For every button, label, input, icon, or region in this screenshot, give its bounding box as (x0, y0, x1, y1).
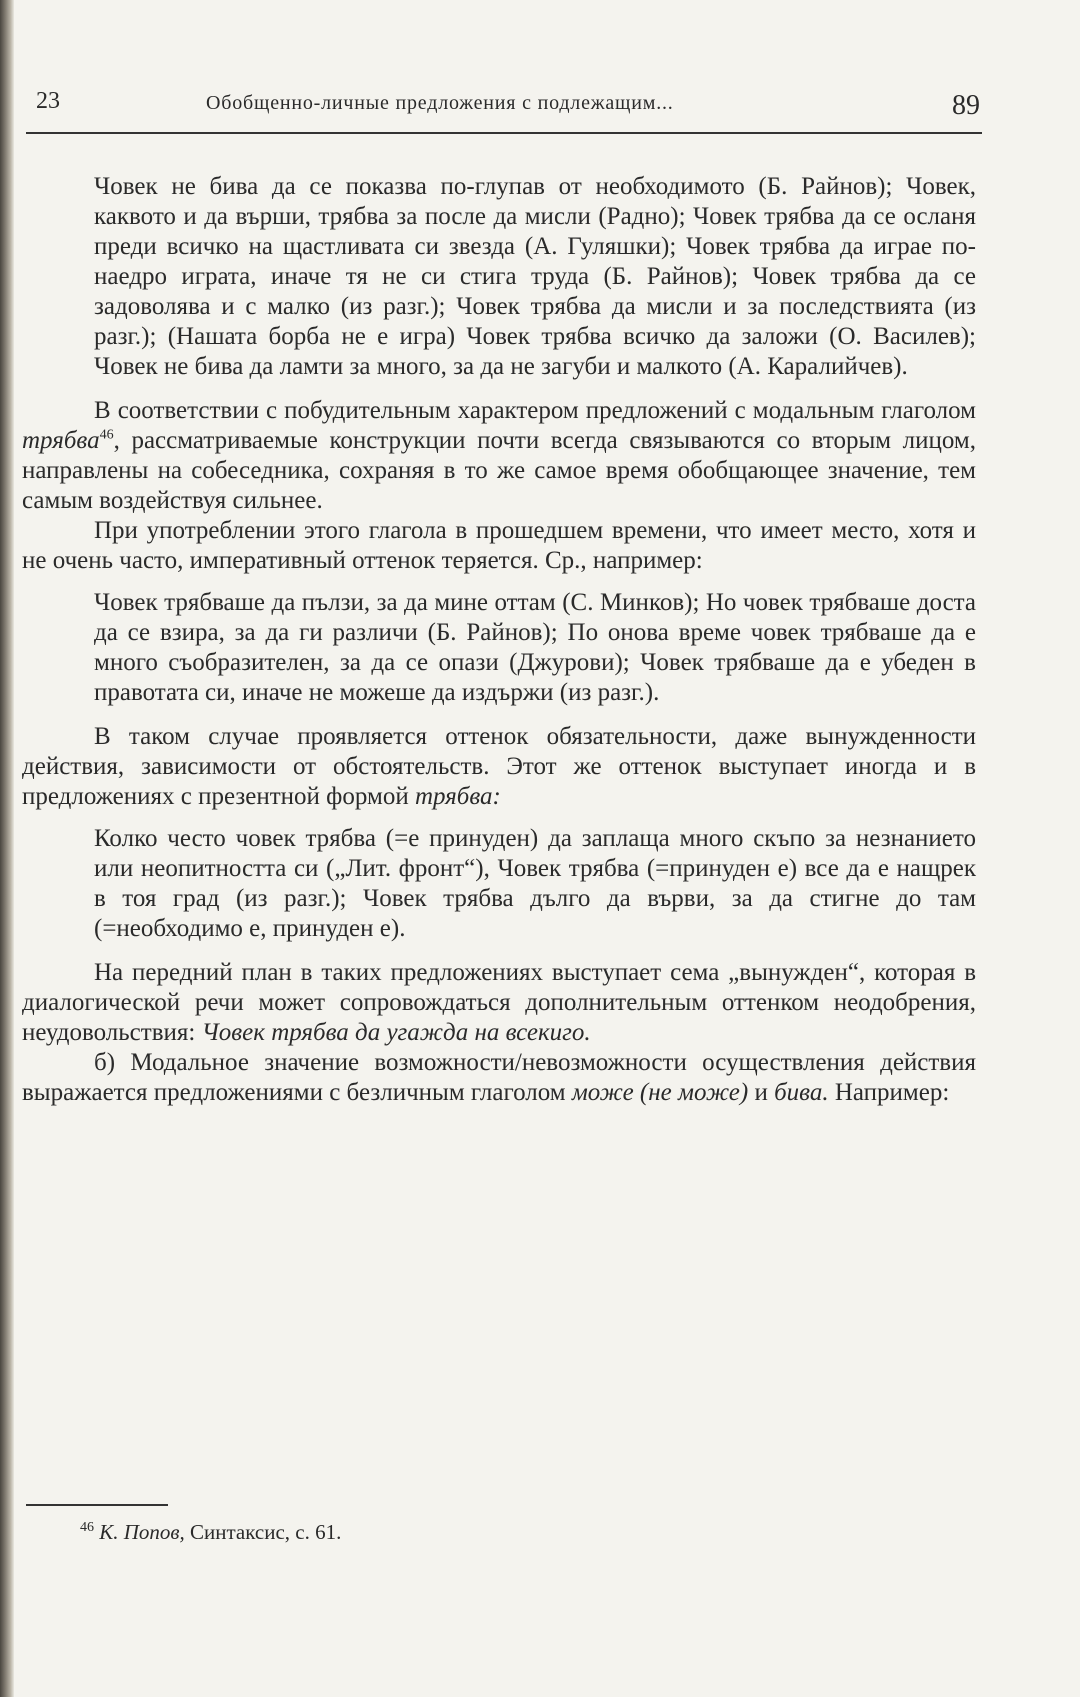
example-block-3: Колко често човек трябва (=е принуден) да заплаща много скъпо за незнанието или неопитността си („Лит. фронт“), Човек трябва (=принуден е) все да е нащрек в тоя град (из разг.); Човек трябва дълго да върви, за да стигне до там (=необходимо е, принуден е). (94, 825, 976, 942)
page-body (22, 172, 976, 1108)
text-segment: , рассматриваемые конструкции почти всегда связываются со вторым лицом, направлены на собеседника, сохраняя в то же самое время обобщающее значение, тем самым воздействуя сильнее. (22, 427, 976, 514)
text-segment: В соответствии с побудительным характером предложений с модальным глаголом (94, 397, 976, 424)
text-segment: б) Модальное значение возможности/невозможности осуществления действия выражается предложениями с безличным глаголом (22, 1049, 976, 1106)
paragraph-possibility (22, 1048, 976, 1108)
header-rule (26, 132, 982, 134)
italic-term: трябва: (414, 783, 501, 810)
footnote-marker: 46 (80, 1520, 94, 1535)
paragraph-past-tense: При употреблении этого глагола в прошедшем времени, что имеет место, хотя и не очень часто, императивный оттенок теряется. Ср., например: (22, 517, 976, 574)
paragraph-sema (22, 958, 976, 1048)
footnote-text: Синтаксис, с. 61. (184, 1520, 342, 1544)
example-block-1: Човек не бива да се показва по-глупав от необходимото (Б. Райнов); Човек, каквото и да върши, трябва за после да мисли (Радно); Човек трябва да се осланя преди всичко на щастливата си звезда (А. Гуляшки); Човек трябва да играе по-наедро играта, иначе тя не си стига труда (Б. Райнов); Човек трябва да се задоволява и с малко (из разг.); Човек трябва да мисли и за последствията (из разг.); (Нашата борба не е игра) Човек трябва всичко да заложи (О. Василев); Човек не бива да ламти за много, за да не загуби и малкото (А. Каралийчев). (94, 173, 976, 380)
paragraph-obligation (22, 722, 976, 812)
text-segment: В таком случае проявляется оттенок обязательности, даже вынужденности действия, зависимости от обстоятельств. Этот же оттенок выступает иногда и в предложениях с презентной формой (22, 723, 976, 810)
italic-term: може (не може) (571, 1079, 749, 1106)
italic-term: трябва (22, 427, 100, 454)
footnote (80, 1518, 960, 1546)
footnote-ref: 46 (99, 427, 114, 443)
italic-example: Човек трябва да угажда на всекиго. (201, 1019, 591, 1046)
italic-term: бива. (774, 1079, 829, 1106)
text-segment: На передний план в таких предложениях выступает сема „вынужден“, которая в диалогической речи может сопровождаться дополнительным оттенком неодобрения, неудовольствия: (22, 959, 976, 1046)
footnote-rule (26, 1504, 168, 1506)
footnote-author: К. Попов, (99, 1520, 185, 1544)
running-title: Обобщенно-личные предложения с подлежащим... (206, 92, 674, 114)
text-segment: Например: (828, 1079, 950, 1106)
example-block-2: Човек трябваше да пълзи, за да мине оттам (С. Минков); Но човек трябваше доста да се взира, за да ги различи (Б. Райнов); По онова време човек трябваше да е много съобразителен, за да се опази (Джурови); Човек трябваше да е убеден в правотата си, иначе не можеше да издържи (из разг.). (94, 589, 976, 706)
page-number-left: 23 (36, 88, 60, 114)
book-spine-shadow (0, 0, 14, 1697)
paragraph-modal-verb (22, 396, 976, 516)
page-header (36, 88, 980, 128)
page-number-right: 89 (952, 90, 980, 121)
text-segment: и (748, 1079, 775, 1106)
